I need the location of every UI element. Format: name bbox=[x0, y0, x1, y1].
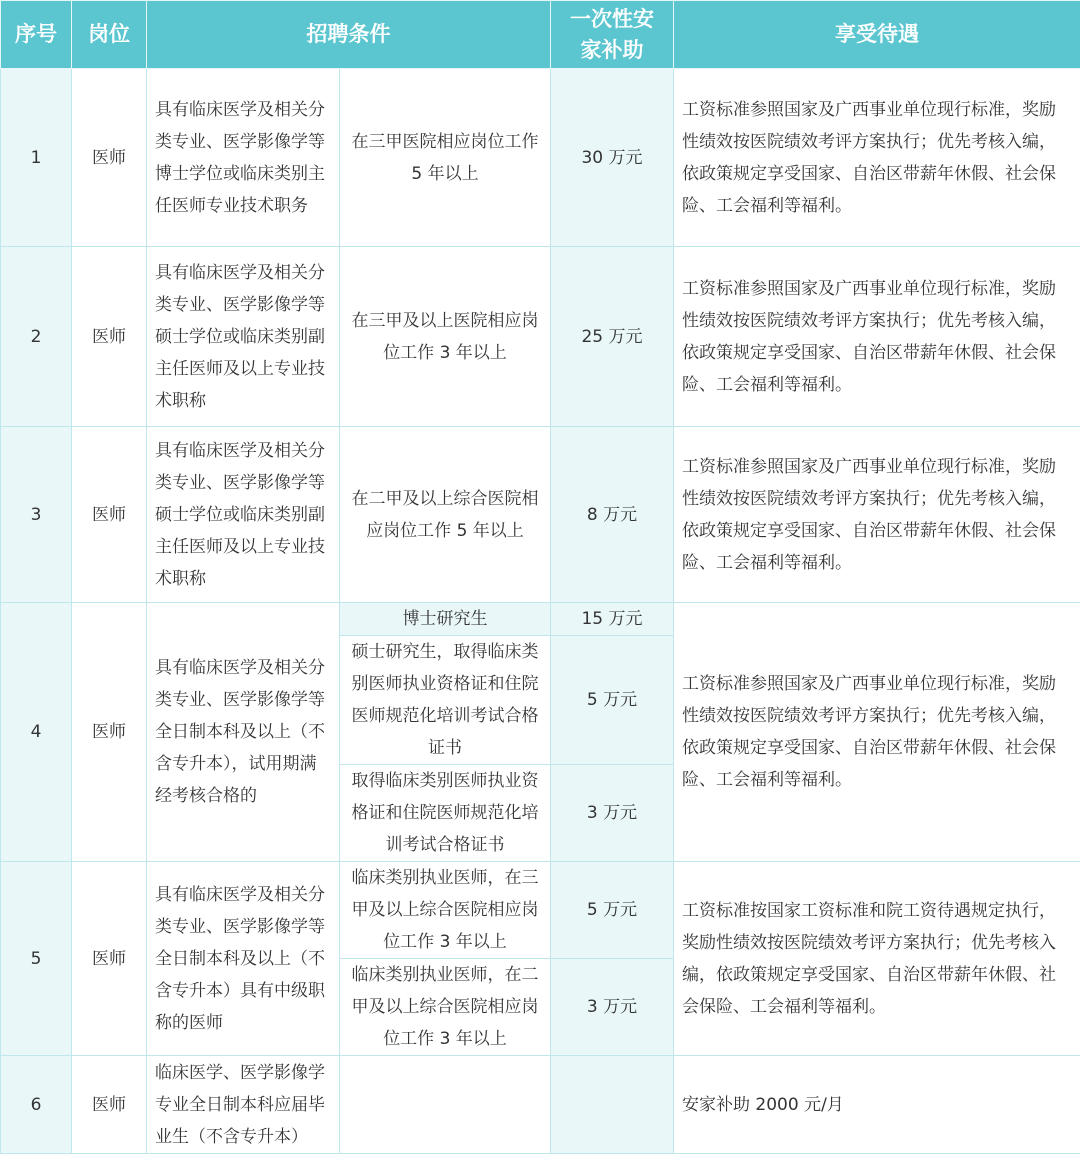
row-subsidy: 3 万元 bbox=[551, 765, 674, 862]
row-benefits: 工资标准参照国家及广西事业单位现行标准，奖励性绩效按医院绩效考评方案执行；优先考核入编，依政策规定享受国家、自治区带薪年休假、社会保险、工会福利等福利。 bbox=[674, 603, 1080, 862]
row-position: 医师 bbox=[72, 1056, 147, 1154]
row-condition: 硕士研究生，取得临床类别医师执业资格证和住院医师规范化培训考试合格证书 bbox=[340, 636, 551, 765]
row-position: 医师 bbox=[72, 69, 147, 247]
row-qualification: 具有临床医学及相关分类专业、医学影像学等 硕士学位或临床类别副主任医师及以上专业技术职称 bbox=[147, 247, 340, 427]
row-subsidy: 30 万元 bbox=[551, 69, 674, 247]
row-benefits: 工资标准参照国家及广西事业单位现行标准，奖励性绩效按医院绩效考评方案执行；优先考核入编，依政策规定享受国家、自治区带薪年休假、社会保险、工会福利等福利。 bbox=[674, 427, 1080, 603]
row-subsidy: 8 万元 bbox=[551, 427, 674, 603]
row-position: 医师 bbox=[72, 427, 147, 603]
row-no: 6 bbox=[1, 1056, 72, 1154]
row-condition: 取得临床类别医师执业资格证和住院医师规范化培训考试合格证书 bbox=[340, 765, 551, 862]
row-subsidy: 25 万元 bbox=[551, 247, 674, 427]
row-no: 1 bbox=[1, 69, 72, 247]
row-no: 3 bbox=[1, 427, 72, 603]
header-row bbox=[1, 1, 1080, 69]
row-condition: 在二甲及以上综合医院相应岗位工作 5 年以上 bbox=[340, 427, 551, 603]
table-row bbox=[1, 603, 1080, 636]
row-condition: 在三甲及以上医院相应岗位工作 3 年以上 bbox=[340, 247, 551, 427]
header-position: 岗位 bbox=[72, 1, 147, 69]
row-no: 2 bbox=[1, 247, 72, 427]
header-no: 序号 bbox=[1, 1, 72, 69]
row-qualification: 具有临床医学及相关分类专业、医学影像学等 全日制本科及以上（不含专升本）具有中级职称的医师 bbox=[147, 862, 340, 1056]
row-qualification: 具有临床医学及相关分类专业、医学影像学等 全日制本科及以上（不含专升本），试用期满经考核合格的 bbox=[147, 603, 340, 862]
header-benefits: 享受待遇 bbox=[674, 1, 1080, 69]
row-subsidy: 15 万元 bbox=[551, 603, 674, 636]
row-subsidy: 5 万元 bbox=[551, 862, 674, 959]
row-condition: 博士研究生 bbox=[340, 603, 551, 636]
table-row bbox=[1, 247, 1080, 427]
row-condition: 在三甲医院相应岗位工作 5 年以上 bbox=[340, 69, 551, 247]
row-subsidy bbox=[551, 1056, 674, 1154]
row-position: 医师 bbox=[72, 247, 147, 427]
header-subsidy: 一次性安家补助 bbox=[551, 1, 674, 69]
row-no: 5 bbox=[1, 862, 72, 1056]
row-position: 医师 bbox=[72, 862, 147, 1056]
row-no: 4 bbox=[1, 603, 72, 862]
row-condition: 临床类别执业医师，在二甲及以上综合医院相应岗位工作 3 年以上 bbox=[340, 959, 551, 1056]
row-subsidy: 5 万元 bbox=[551, 636, 674, 765]
table-row bbox=[1, 862, 1080, 959]
table-row bbox=[1, 1056, 1080, 1154]
row-benefits: 安家补助 2000 元/月 bbox=[674, 1056, 1080, 1154]
row-position: 医师 bbox=[72, 603, 147, 862]
row-condition: 临床类别执业医师，在三甲及以上综合医院相应岗位工作 3 年以上 bbox=[340, 862, 551, 959]
row-benefits: 工资标准参照国家及广西事业单位现行标准，奖励性绩效按医院绩效考评方案执行；优先考核入编，依政策规定享受国家、自治区带薪年休假、社会保险、工会福利等福利。 bbox=[674, 69, 1080, 247]
row-subsidy: 3 万元 bbox=[551, 959, 674, 1056]
row-condition bbox=[340, 1056, 551, 1154]
header-requirements: 招聘条件 bbox=[147, 1, 551, 69]
row-qualification: 具有临床医学及相关分类专业、医学影像学等 博士学位或临床类别主任医师专业技术职务 bbox=[147, 69, 340, 247]
row-qualification: 具有临床医学及相关分类专业、医学影像学等 硕士学位或临床类别副主任医师及以上专业技术职称 bbox=[147, 427, 340, 603]
table-row bbox=[1, 69, 1080, 247]
row-benefits: 工资标准参照国家及广西事业单位现行标准，奖励性绩效按医院绩效考评方案执行；优先考核入编，依政策规定享受国家、自治区带薪年休假、社会保险、工会福利等福利。 bbox=[674, 247, 1080, 427]
row-qualification: 临床医学、医学影像学专业全日制本科应届毕业生（不含专升本） bbox=[147, 1056, 340, 1154]
table-row bbox=[1, 427, 1080, 603]
row-benefits: 工资标准按国家工资标准和院工资待遇规定执行，奖励性绩效按医院绩效考评方案执行；优先考核入编，依政策规定享受国家、自治区带薪年休假、社会保险、工会福利等福利。 bbox=[674, 862, 1080, 1056]
